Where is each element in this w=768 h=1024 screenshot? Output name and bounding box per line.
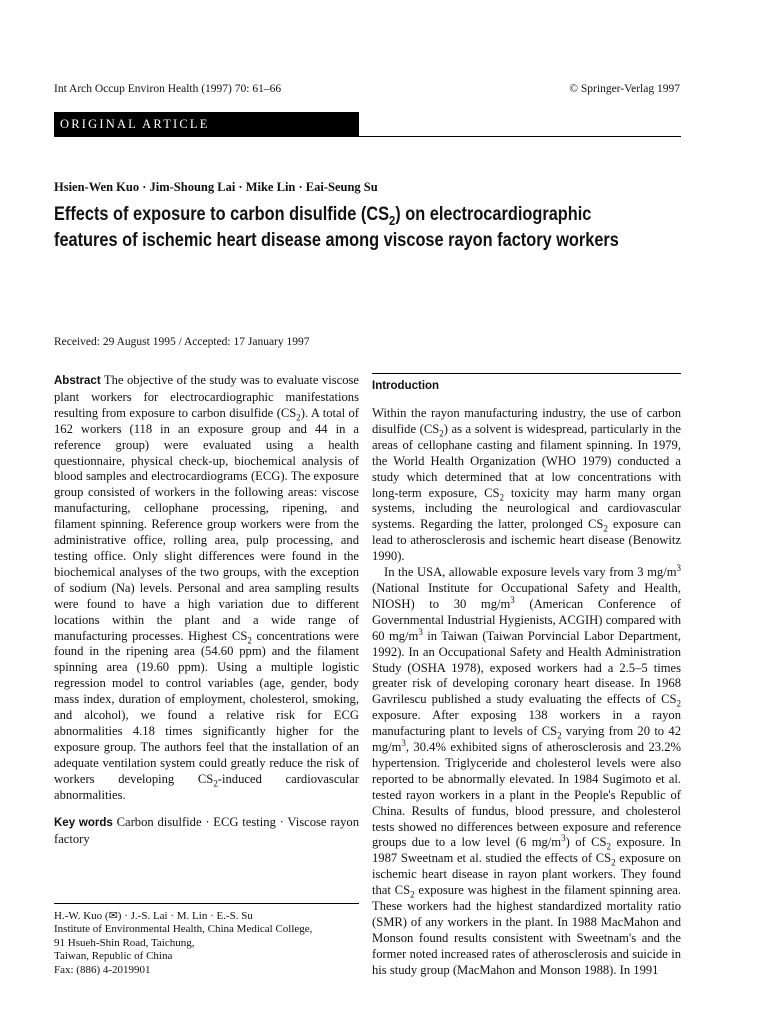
author-list: Hsien-Wen Kuo · Jim-Shoung Lai · Mike Lin · Eai-Seung Su <box>54 180 378 194</box>
introduction-column <box>372 406 681 979</box>
intro-paragraph-1: Within the rayon manufacturing industry, the use of carbon disulfide $(CS_2)$ as a solvent is widespread, particularly in the areas of cellophane casting and filament spinning. In 1979, the World Health Organization (WHO 1979) conducted a study which determined that at low concentrations with long-term exposure, $CS_2$ toxicity may harm many organ systems, including the neurological and cardiovascular systems. Regarding the latter, prolonged $CS_2$ exposure can lead to atherosclerosis and ischemic heart disease (Benowitz 1990). <box>372 406 681 564</box>
correspondence-rule <box>54 903 359 904</box>
publisher-copyright: © Springer-Verlag 1997 <box>569 83 680 95</box>
abstract-column <box>54 373 359 848</box>
article-title <box>54 202 690 254</box>
introduction-rule <box>372 373 681 374</box>
title-line-1: Effects of exposure to carbon disulfide $(CS_2)$ on electrocardiographic <box>54 204 592 228</box>
intro-paragraph-2: In the USA, allowable exposure levels vary from 3 $mg/m^3$ (National Institute for Occupational Safety and Health, NIOSH) to 30 $mg/m^3$ (American Conference of Governmental Industrial Hygienists, ACGIH) compared with 60 $mg/m^3$ in Taiwan (Taiwan Porvincial Labor Department, 1992). In an Occupational Safety and Health Administration Study (OSHA 1978), exposed workers had a 2.5–5 times greater risk of developing coronary heart disease. In 1968 Gavrilescu published a study evaluating the effects of $CS_2$ exposure. After exposing 138 workers in a rayon manufacturing plant to levels of $CS_2$ varying from 20 to 42 $mg/m^3$, 30.4% exhibited signs of atherosclerosis and 23.2% hypertension. Triglyceride and cholesterol levels were also reported to be abnormally elevated. In 1984 Sugimoto et al. tested rayon workers in a plant in the People's Republic of China. Results of fundus, blood pressure, and cholesterol tests showed no differences between exposure and reference groups due to a low level (6 $mg/m^3$) of $CS_2$ exposure. In 1987 Sweetnam et al. studied the effects of $CS_2$ exposure on ischemic heart disease in rayon plant workers. They found that $CS_2$ exposure was highest in the filament spinning area. These workers had the highest standardized mortality ratio (SMR) of any workers in the plant. In 1988 MacMahon and Monson found results consistent with Sweetnam's and the former noted increased rates of atherosclerosis and suicide in his study group (MacMahon and Monson 1988). In 1991 <box>372 562 682 977</box>
title-line-2: features of ischemic heart disease among viscose rayon factory workers <box>54 230 619 251</box>
abstract: Abstract The objective of the study was to evaluate viscose plant workers for electrocardiographic manifestations resulting from exposure to carbon disulfide $(CS_2)$. A total of 162 workers (118 in an exposure group and 44 in a reference group) were evaluated using a health questionnaire, physical check-up, biochemical analysis of blood samples and electrocardiograms (ECG). The exposure group consisted of workers in the following areas: viscose manufacturing, cellophane processing, ripening, and filament spinning. Reference group workers were from the administrative office, rolling area, pulp processing, and testing office. Only slight differences were found in the biochemical analyses of the two groups, with the exception of sodium (Na) levels. Personal and area sampling results were found to have a high variation due to different locations within the plant and a wide range of manufacturing processes. Highest $CS_2$ concentrations were found in the ripening area (54.60 ppm) and the filament spinning area (19.60 ppm). Using a multiple logistic regression model to control variables (age, gender, body mass index, duration of employment, cholesterol, smoking, and alcohol), we found a relative risk for ECG abnormalities 4.18 times significantly higher for the exposure group. The authors feel that the installation of an adequate ventilation system could greatly reduce the risk of workers developing $CS_2$-induced cardiovascular abnormalities. <box>54 373 359 802</box>
received-dates: Received: 29 August 1995 / Accepted: 17 January 1997 <box>54 336 310 348</box>
introduction-heading: Introduction <box>372 380 440 392</box>
keywords: Key words Carbon disulfide · ECG testing · Viscose rayon factory <box>54 815 359 847</box>
keywords-label: Key words <box>54 817 113 830</box>
article-type-banner: ORIGINAL ARTICLE <box>54 112 359 137</box>
journal-reference: Int Arch Occup Environ Health (1997) 70: 61–66 <box>54 83 282 95</box>
header-rule <box>359 136 681 137</box>
correspondence-address: H.-W. Kuo (✉) · J.-S. Lai · M. Lin · E.-S. Su Institute of Environmental Health, China Medical College, 91 Hsueh-Shin Road, Taichung, Taiwan, Republic of China Fax: (886) 4-2019901 <box>54 910 313 976</box>
abstract-label: Abstract <box>54 375 101 387</box>
